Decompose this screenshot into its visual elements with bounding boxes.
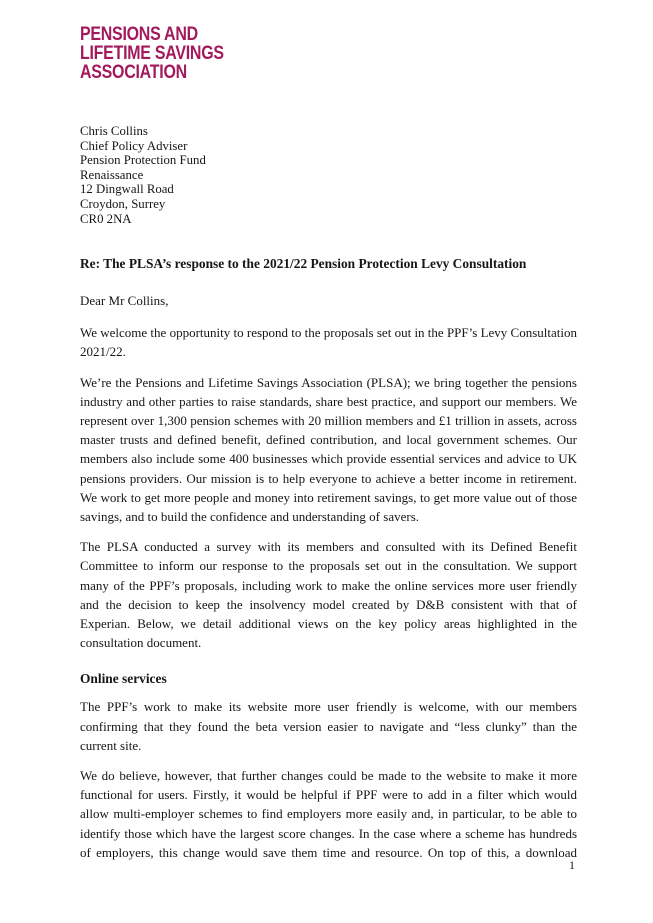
paragraph-welcome: We welcome the opportunity to respond to the proposals set out in the PPF’s Levy Consultation 2021/22. [80,325,577,360]
recipient-building: Renaissance [80,167,144,182]
plsa-logo [80,25,497,82]
recipient-title: Chief Policy Adviser [80,138,188,153]
paragraph-website-changes: We do believe, however, that further changes could be made to the website to make it more functional for users. Firstly, it would be helpful if PPF were to add in a filter which would allow multi-employer schemes to find employers more easily and, in particular, to be able to identify those which have the largest score changes. In the case where a scheme has hundreds of employers, this change would save them time and resource. On top of this, a download [80,768,577,860]
section-heading-online-services: Online services [80,671,167,687]
logo-line-1: PENSIONS AND [80,24,198,45]
recipient-name: Chris Collins [80,124,148,138]
recipient-postcode: CR0 2NA [80,211,132,226]
subject-line: Re: The PLSA’s response to the 2021/22 Pension Protection Levy Consultation [80,256,527,272]
recipient-town: Croydon, Surrey [80,196,166,211]
recipient-street: 12 Dingwall Road [80,182,174,197]
logo-line-2: LIFETIME SAVINGS [80,43,224,64]
salutation: Dear Mr Collins, [80,293,169,309]
page-number: 1 [569,858,575,872]
paragraph-survey-consultation: The PLSA conducted a survey with its members and consulted with its Defined Benefit Committee to inform our response to the proposals set out in the consultation. We support many of the PPF’s proposals, including work to make the online services more user friendly and the decision to keep the insolvency model created by D&B consistent with that of Experian. Below, we detail additional views on the key policy areas highlighted in the consultation document. [80,539,577,651]
logo-line-3: ASSOCIATION [80,62,187,83]
paragraph-about-plsa: We’re the Pensions and Lifetime Savings Association (PLSA); we bring together the pensions industry and other parties to raise standards, share best practice, and support our members. We represent over 1,300 pension schemes with 20 million members and £1 trillion in assets, across master trusts and defined benefit, defined contribution, and local government schemes. Our members also include some 400 businesses which provide essential services and advice to UK pensions providers. Our mission is to help everyone to achieve a better income in retirement. We work to get more people and money into retirement savings, to get more value out of those savings, and to build the confidence and understanding of savers. [80,374,577,524]
recipient-address [80,124,577,226]
paragraph-website-welcome: The PPF’s work to make its website more user friendly is welcome, with our members confirming that they found the beta version easier to navigate and “less clunky” than the current site. [80,699,577,753]
recipient-organisation: Pension Protection Fund [80,153,206,168]
